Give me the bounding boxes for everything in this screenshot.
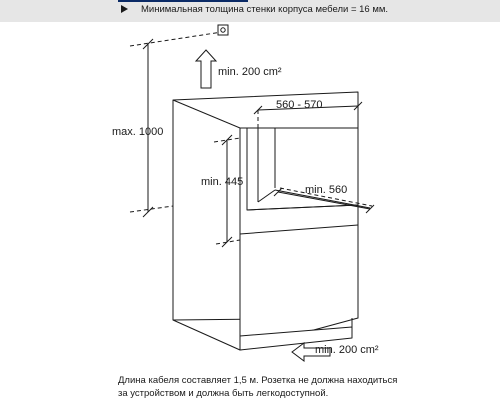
vent-bottom-label: min. 200 cm² (315, 344, 379, 356)
vent-top-label: min. 200 cm² (218, 66, 282, 78)
wall-thickness-note: Минимальная толщина стенки корпуса мебели = 16 мм. (141, 4, 389, 15)
height-max-label: max. 1000 (112, 126, 164, 138)
cable-note-line-1: Длина кабеля составляет 1,5 м. Розетка не должна находиться (118, 375, 398, 386)
depth-label: 560 - 570 (276, 99, 323, 111)
niche-width-label: min. 560 (305, 184, 348, 196)
cable-note (118, 374, 478, 400)
arrow-up-icon (196, 50, 216, 88)
screw-icon (218, 25, 228, 35)
cable-note-line-2: за устройством и должна быть легкодоступной. (118, 388, 329, 399)
niche-height-label: min. 445 (201, 176, 244, 188)
